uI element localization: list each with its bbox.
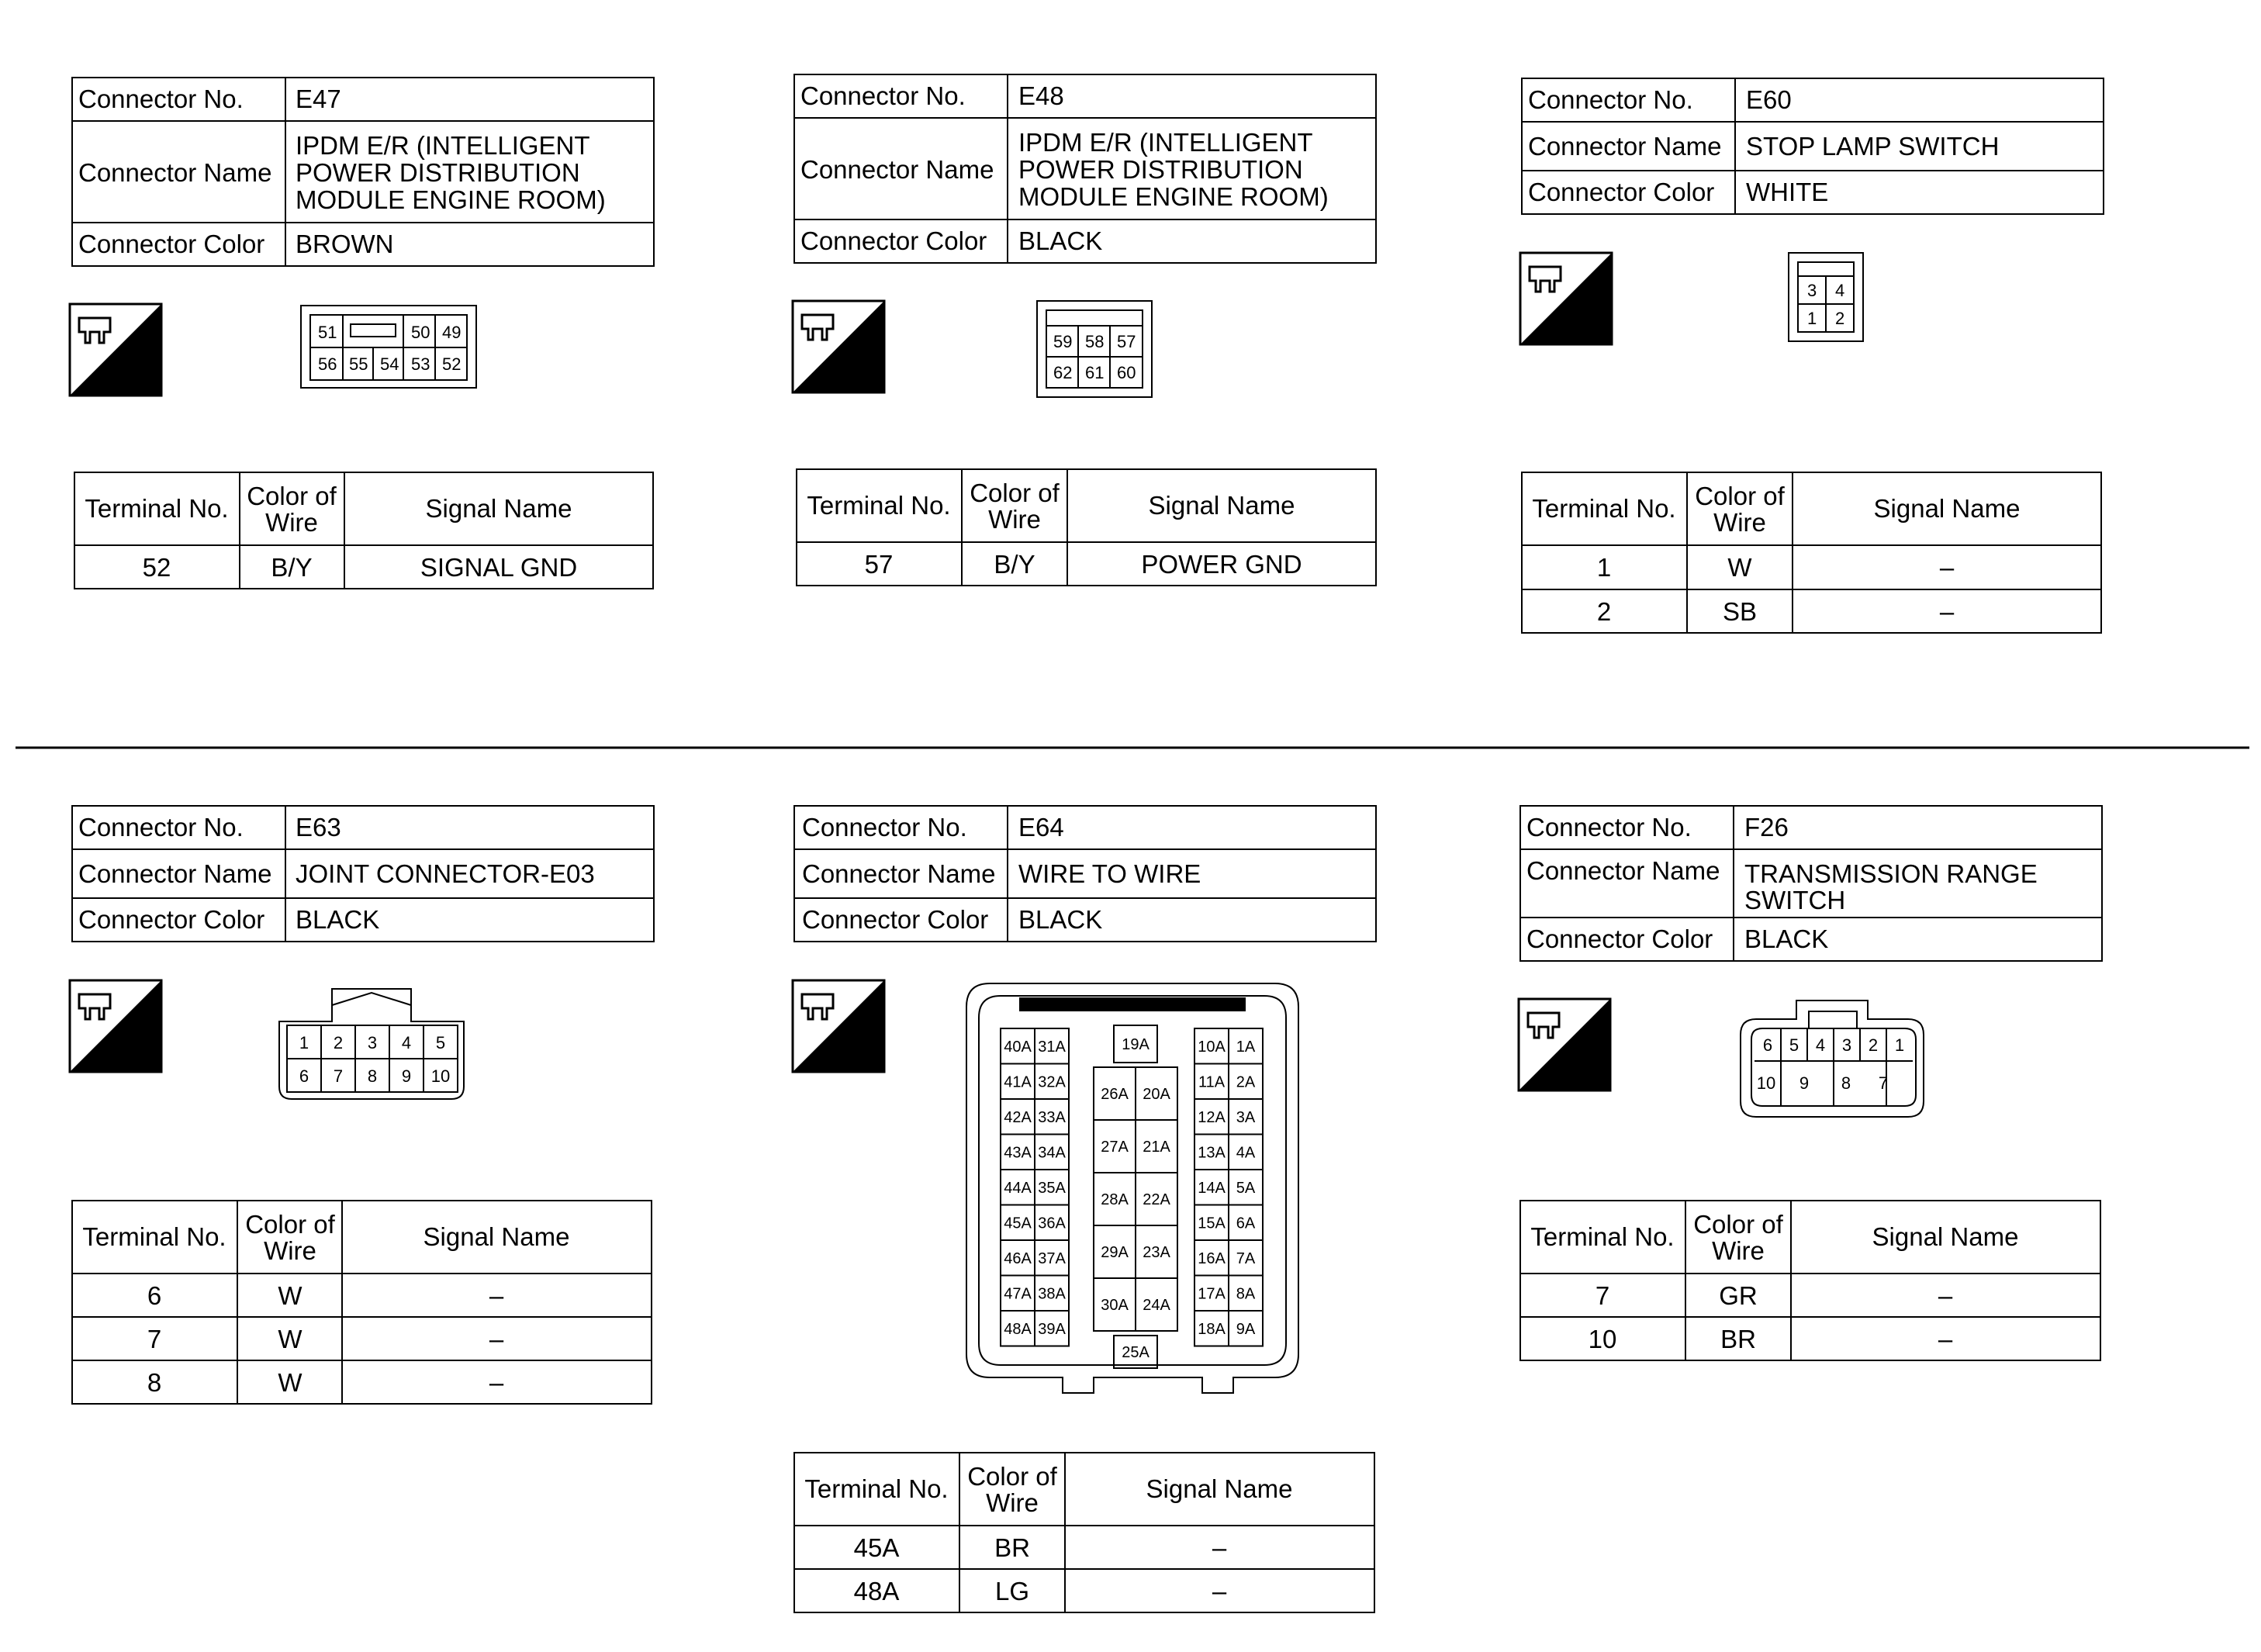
connector-face-diagram [1789,253,1863,341]
color-of-wire-header: Wire [986,1488,1039,1517]
e64-pin-grid [1001,1025,1263,1368]
connector-color-value: BLACK [1018,905,1103,934]
pin-label: 2A [1236,1073,1256,1091]
pin-label: 40A [1004,1038,1032,1056]
connector-face-diagram [966,983,1298,1393]
pin-label: 4 [401,1033,412,1052]
pin-label: 48A [1004,1320,1032,1338]
connector-no-label: Connector No. [1528,85,1693,114]
pin-label: 13A [1198,1144,1226,1162]
hs-label: H.S. [1553,1054,1613,1088]
pin-label: 4 [1815,1035,1826,1055]
terminal-table [794,1453,1374,1612]
wire-color-cell: W [278,1325,303,1353]
pin-label: 59 [1053,332,1073,351]
pin-label: 61 [1085,363,1105,382]
pin-label: 57 [1117,332,1136,351]
hs-label: H.S. [104,1035,164,1070]
hs-icon [1520,253,1615,344]
pin-label: 53 [411,354,430,374]
signal-name-cell: – [1938,1325,1953,1353]
connector-no-value: E48 [1018,81,1064,110]
connector-color-label: Connector Color [800,226,987,255]
hs-icon [793,301,887,392]
pin-label: 6 [299,1066,309,1086]
pin-label: 52 [442,354,462,374]
terminal-no-cell: 52 [142,553,171,582]
color-of-wire-header: Wire [988,505,1041,534]
pin-label: 15A [1198,1215,1226,1232]
signal-name-cell: – [489,1368,504,1397]
color-of-wire-header: Color of [1695,482,1785,510]
connector-name-line: MODULE ENGINE ROOM) [1018,182,1329,211]
pin-label: 2 [333,1033,344,1052]
hs-label: H.S. [827,1035,887,1070]
pin-label: 6A [1236,1215,1256,1232]
pin-label: 38A [1038,1285,1066,1303]
pin-label: 20A [1143,1086,1170,1103]
pin-label: 60 [1117,363,1136,382]
color-of-wire-header: Color of [970,479,1060,507]
connector-e48 [793,74,1376,586]
wire-color-cell: B/Y [271,553,313,582]
pin-label: 32A [1038,1073,1066,1091]
connector-color-value: BLACK [296,905,380,934]
signal-name-header: Signal Name [1148,491,1295,520]
pin-label: 18A [1198,1320,1226,1338]
terminal-no-header: Terminal No. [82,1222,226,1251]
signal-name-cell: – [1939,597,1955,626]
terminal-no-cell: 7 [147,1325,162,1353]
pin-label: 2 [1868,1035,1879,1055]
pin-label: 5 [1789,1035,1799,1055]
terminal-no-header: Terminal No. [1530,1222,1675,1251]
connector-color-label: Connector Color [1528,178,1715,206]
pin-label: 58 [1085,332,1105,351]
pin-label: 3 [367,1033,378,1052]
color-of-wire-header: Wire [265,508,318,537]
connector-color-label: Connector Color [78,905,265,934]
pin-label: 31A [1038,1038,1066,1056]
pin-label: 42A [1004,1108,1032,1126]
connector-name-line: IPDM E/R (INTELLIGENT [296,131,590,160]
connector-info-table [794,74,1376,263]
connector-info-table [794,806,1376,942]
connector-face-diagram [1037,301,1152,397]
pin-label: 2 [1835,309,1845,328]
pin-label: 21A [1143,1139,1170,1156]
connector-face-diagram [1741,1001,1924,1117]
hs-label: H.S. [1554,308,1615,342]
color-of-wire-header: Wire [264,1236,316,1265]
wire-color-cell: BR [994,1533,1030,1562]
terminal-table [74,472,653,589]
terminal-no-header: Terminal No. [804,1474,949,1503]
connector-name-label: Connector Name [800,155,994,184]
connector-f26 [1519,806,2102,1360]
terminal-no-cell: 48A [853,1577,900,1605]
signal-name-header: Signal Name [1873,494,2021,523]
color-of-wire-header: Color of [247,482,337,510]
wire-color-cell: B/Y [994,550,1035,579]
connector-face-diagram [301,306,476,388]
connector-e47 [70,78,654,589]
pin-label: 28A [1101,1191,1129,1208]
terminal-no-cell: 7 [1595,1281,1610,1310]
signal-name-cell: SIGNAL GND [420,553,578,582]
connector-name-line: WIRE TO WIRE [1018,859,1201,888]
connector-info-table [72,78,654,266]
terminal-no-cell: 6 [147,1281,162,1310]
terminal-no-cell: 2 [1596,597,1612,626]
pin-label: 24A [1143,1297,1170,1314]
signal-name-cell: – [489,1325,504,1353]
pin-label: 9 [401,1066,412,1086]
connector-no-value: E64 [1018,813,1064,842]
pin-label: 41A [1004,1073,1032,1091]
signal-name-header: Signal Name [425,494,572,523]
connector-info-table [1520,806,2102,961]
pin-label: 7 [1878,1073,1889,1093]
terminal-no-header: Terminal No. [85,494,229,523]
terminal-no-cell: 57 [864,550,894,579]
connector-name-label: Connector Name [78,158,272,187]
connector-name-line: JOINT CONNECTOR-E03 [296,859,595,888]
terminal-no-header: Terminal No. [807,491,951,520]
hs-icon [70,304,164,396]
pin-label: 7A [1236,1249,1256,1267]
connector-name-label: Connector Name [78,859,272,888]
connector-color-label: Connector Color [1526,924,1713,953]
pin-label: 3 [1841,1035,1852,1055]
pin-label: 46A [1004,1249,1032,1267]
signal-name-cell: – [1939,553,1955,582]
pin-label: 3 [1807,281,1817,300]
connector-no-label: Connector No. [78,813,244,842]
connector-no-value: E63 [296,813,341,842]
pin-label: 10 [430,1066,451,1086]
pin-label: 34A [1038,1144,1066,1162]
color-of-wire-header: Color of [967,1462,1057,1491]
pin-label: 8 [367,1066,378,1086]
pin-label: 12A [1198,1108,1226,1126]
wire-color-cell: W [278,1368,303,1397]
pin-label: 37A [1038,1249,1066,1267]
connector-name-line: POWER DISTRIBUTION [296,158,580,187]
wire-color-cell: GR [1719,1281,1758,1310]
pin-label: 62 [1053,363,1073,382]
connector-face-diagram [279,989,464,1099]
pin-label: 54 [380,354,399,374]
pin-label: 9A [1236,1320,1256,1338]
pin-label: 7 [333,1066,344,1086]
connector-color-label: Connector Color [78,230,265,258]
wire-color-cell: BR [1720,1325,1756,1353]
pin-label: 9 [1799,1073,1810,1093]
pin-label: 3A [1236,1108,1256,1126]
wire-color-cell: LG [994,1577,1030,1605]
pin-label: 30A [1101,1297,1129,1314]
connector-name-label: Connector Name [1528,132,1722,161]
pin-label: 51 [318,323,337,342]
signal-name-cell: – [1212,1577,1227,1605]
pin-label: 17A [1198,1285,1226,1303]
terminal-no-cell: 8 [147,1368,162,1397]
pin-label: 6 [1762,1035,1773,1055]
pin-label: 19A [1122,1036,1150,1053]
connector-color-value: BLACK [1018,226,1103,255]
pin-label: 16A [1198,1249,1226,1267]
pin-label: 43A [1004,1144,1032,1162]
pin-label: 8 [1841,1073,1851,1093]
pin-label: 47A [1004,1285,1032,1303]
pin-label: 1 [1807,309,1817,328]
connector-color-value: BROWN [296,230,394,258]
connector-name-label: Connector Name [802,859,996,888]
terminal-no-cell: 1 [1596,553,1612,582]
pin-label: 27A [1101,1139,1129,1156]
color-of-wire-header: Wire [1712,1236,1765,1265]
signal-name-header: Signal Name [423,1222,570,1251]
connector-no-value: E47 [296,85,341,113]
pin-label: 36A [1038,1215,1066,1232]
signal-name-cell: – [1212,1533,1227,1562]
pin-label: 26A [1101,1086,1129,1103]
color-of-wire-header: Color of [245,1210,335,1239]
color-of-wire-header: Color of [1693,1210,1783,1239]
pin-label: 4 [1835,281,1845,300]
connector-color-label: Connector Color [802,905,989,934]
signal-name-cell: – [489,1281,504,1310]
pin-label: 1 [1894,1035,1905,1055]
pin-label: 50 [411,323,430,342]
terminal-no-cell: 10 [1588,1325,1617,1353]
pin-label: 23A [1143,1244,1170,1261]
signal-name-header: Signal Name [1872,1222,2019,1251]
hs-label: H.S. [104,359,164,393]
pin-label: 44A [1004,1179,1032,1197]
connector-no-value: F26 [1744,813,1789,842]
terminal-table [1522,472,2101,633]
connector-color-value: BLACK [1744,924,1829,953]
pin-label: 4A [1236,1144,1256,1162]
pin-label: 10A [1198,1038,1226,1056]
pin-label: 5 [435,1033,446,1052]
pin-label: 11A [1198,1073,1226,1091]
pin-label: 1 [299,1033,309,1052]
wire-color-cell: W [1727,553,1752,582]
pin-label: 35A [1038,1179,1066,1197]
pin-label: 10 [1756,1073,1776,1093]
terminal-no-cell: 45A [853,1533,900,1562]
hs-icon [1519,999,1613,1090]
pin-label: 29A [1101,1244,1129,1261]
pin-label: 49 [442,323,462,342]
connector-no-label: Connector No. [802,813,967,842]
signal-name-cell: POWER GND [1141,550,1302,579]
pin-label: 5A [1236,1179,1256,1197]
connector-e63 [70,806,654,1404]
connector-no-label: Connector No. [800,81,966,110]
pin-label: 56 [318,354,337,374]
connector-no-label: Connector No. [78,85,244,113]
wire-color-cell: SB [1722,597,1758,626]
connector-info-table [72,806,654,942]
connector-name-line: SWITCH [1744,886,1846,914]
hs-icon [793,980,887,1072]
connector-name-line: MODULE ENGINE ROOM) [296,185,606,214]
terminal-no-header: Terminal No. [1532,494,1676,523]
connector-name-line: TRANSMISSION RANGE [1744,859,2038,888]
pin-label: 22A [1143,1191,1170,1208]
connector-color-value: WHITE [1746,178,1829,206]
pin-label: 33A [1038,1108,1066,1126]
terminal-table [797,469,1376,586]
terminal-table [1520,1201,2100,1360]
signal-name-cell: – [1938,1281,1953,1310]
connector-info-table [1522,78,2104,214]
terminal-table [72,1201,652,1404]
pin-label: 39A [1038,1320,1066,1338]
wire-color-cell: W [278,1281,303,1310]
pin-label: 45A [1004,1215,1032,1232]
pin-label: 55 [349,354,368,374]
pin-label: 1A [1236,1038,1256,1056]
connector-e64 [793,806,1376,1612]
connector-name-line: IPDM E/R (INTELLIGENT [1018,128,1313,157]
hs-icon [70,980,164,1072]
color-of-wire-header: Wire [1713,508,1766,537]
connector-e60 [1520,78,2104,633]
signal-name-header: Signal Name [1146,1474,1293,1503]
connector-name-label: Connector Name [1526,856,1720,885]
connector-name-line: STOP LAMP SWITCH [1746,132,2000,161]
pin-label: 8A [1236,1285,1256,1303]
pin-label: 14A [1198,1179,1226,1197]
pin-label: 25A [1122,1344,1150,1361]
connector-no-value: E60 [1746,85,1792,114]
connector-name-line: POWER DISTRIBUTION [1018,155,1303,184]
hs-label: H.S. [827,356,887,390]
connector-no-label: Connector No. [1526,813,1692,842]
